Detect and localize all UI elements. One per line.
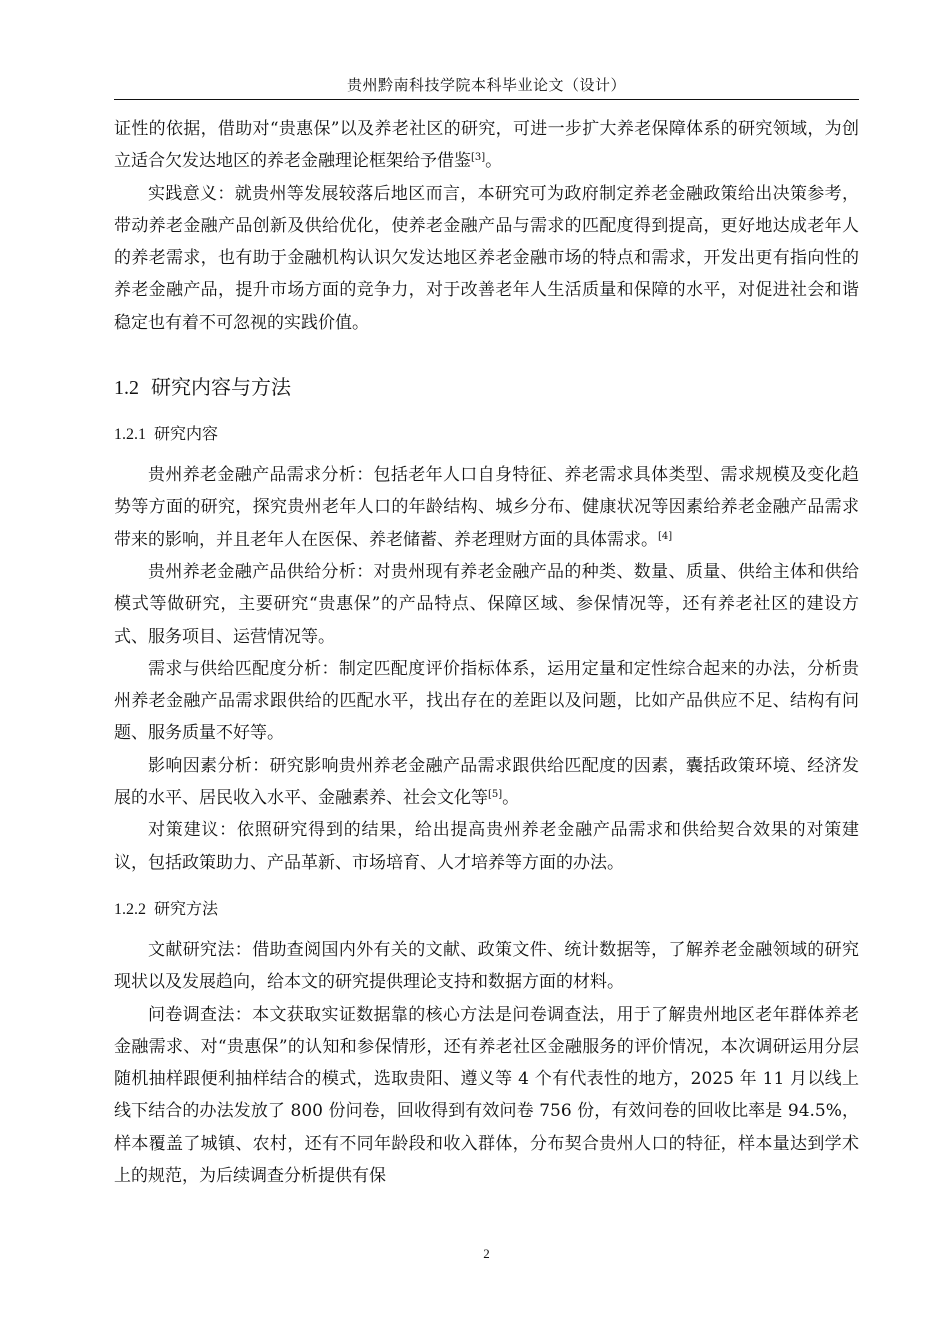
citation-ref[interactable]: [3]: [471, 152, 486, 164]
header-rule: [114, 99, 859, 100]
page-number: 2: [483, 1246, 490, 1261]
paragraph-literature-method: 文献研究法：借助查阅国内外有关的文献、政策文件、统计数据等，了解养老金融领域的研究现状以及发展趋向，给本文的研究提供理论支持和数据方面的材料。: [114, 939, 859, 993]
paragraph-practical-significance: 实践意义：就贵州等发展较落后地区而言，本研究可为政府制定养老金融政策给出决策参考，带动养老金融产品创新及供给优化，使养老金融产品与需求的匹配度得到提高，更好地达成老年人的养老需求，也有助于金融机构认识欠发达地区养老金融市场的特点和需求，开发出更有指向性的养老金融产品，提升市场方面的竞争力，对于改善老年人生活质量和保障的水平，对促进社会和谐稳定也有着不可忽视的实践价值。: [114, 183, 859, 333]
paragraph-continuation: 证性的依据，借助对“贵惠保”以及养老社区的研究，可进一步扩大养老保障体系的研究领域，为创立适合欠发达地区的养老金融理论框架给予借鉴[3]。: [114, 119, 859, 172]
paragraph-survey-method: 问卷调查法：本文获取实证数据靠的核心方法是问卷调查法，用于了解贵州地区老年群体养老金融需求、对“贵惠保”的认知和参保情形，还有养老社区金融服务的评价情况，本次调研运用分层随机抽样跟便利抽样结合的模式，选取贵阳、遵义等 4 个有代表性的地方，2025 年 11 月以线上线下结合的办法发放了 800 份问卷，回收得到有效问卷 756 份，有效问卷的回收比率是 94.5%，样本覆盖了城镇、农村，还有不同年龄段和收入群体，分布契合贵州人口的特征，样本量达到学术上的规范，为后续调查分析提供有保: [114, 1004, 859, 1187]
paragraph-factor-analysis: 影响因素分析：研究影响贵州养老金融产品需求跟供给匹配度的因素，囊括政策环境、经济发展的水平、居民收入水平、金融素养、社会文化等[5]。: [114, 755, 859, 809]
page-header-title: 贵州黔南科技学院本科毕业论文（设计）: [346, 76, 626, 94]
section-heading-1-2-2: 1.2.2 研究方法: [114, 898, 219, 918]
paragraph-recommendations: 对策建议：依照研究得到的结果，给出提高贵州养老金融产品需求和供给契合效果的对策建议，包括政策助力、产品革新、市场培育、人才培养等方面的办法。: [114, 820, 859, 873]
paragraph-matching-analysis: 需求与供给匹配度分析：制定匹配度评价指标体系，运用定量和定性综合起来的办法，分析贵州养老金融产品需求跟供给的匹配水平，找出存在的差距以及问题，比如产品供应不足、结构有问题、服务质量不好等。: [114, 658, 859, 744]
citation-ref[interactable]: [4]: [658, 530, 673, 542]
paragraph-demand-analysis: 贵州养老金融产品需求分析：包括老年人口自身特征、养老需求具体类型、需求规模及变化趋势等方面的研究，探究贵州老年人口的年龄结构、城乡分布、健康状况等因素给养老金融产品需求带来的影响，并且老年人在医保、养老储蓄、养老理财方面的具体需求。[4]: [114, 465, 859, 550]
paragraph-supply-analysis: 贵州养老金融产品供给分析：对贵州现有养老金融产品的种类、数量、质量、供给主体和供给模式等做研究，主要研究“贵惠保”的产品特点、保障区域、参保情况等，还有养老社区的建设方式、服务项目、运营情况等。: [114, 561, 859, 647]
citation-ref[interactable]: [5]: [488, 789, 503, 801]
section-heading-1-2-1: 1.2.1 研究内容: [114, 424, 219, 444]
section-heading-1-2: 1.2 研究内容与方法: [114, 375, 291, 400]
page-body: [114, 113, 859, 1192]
